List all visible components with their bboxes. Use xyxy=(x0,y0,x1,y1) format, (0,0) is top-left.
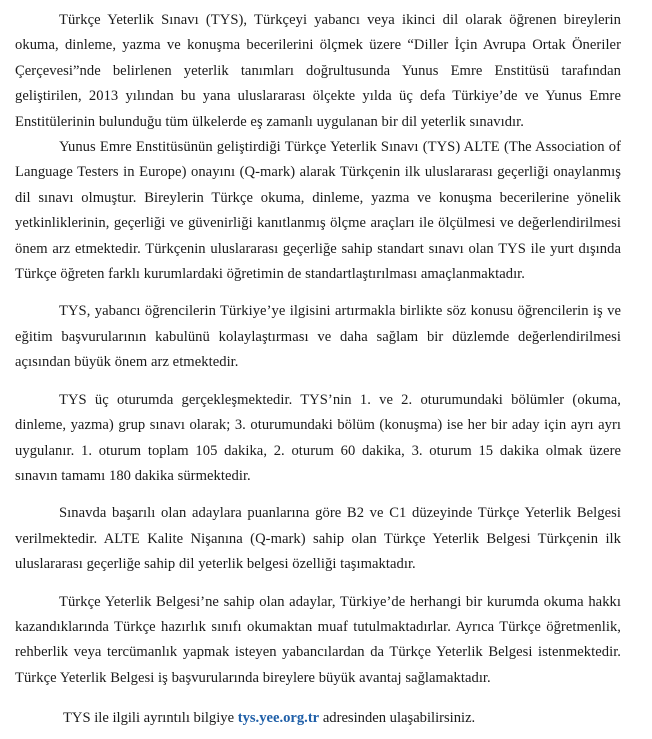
paragraph-tys-definition: Türkçe Yeterlik Sınavı (TYS), Türkçeyi yabancı veya ikinci dil olarak öğrenen bireylerin okuma, dinleme, yazma ve konuşma becerilerini ölçmek üzere “Diller İçin Avrupa Ortak Öneriler Çerçevesi”nde belirlenen yeterlik tanımları doğrultusunda Yunus Emre Enstitüsü tarafından geliştirilen, 2013 yılından bu yana uluslararası ölçekte yılda üç defa Türkiye’de ve Yunus Emre Enstitülerinin bulunduğu tüm ülkelerde eş zamanlı uygulanan bir dil yeterlik sınavıdır. xyxy=(15,12,621,130)
paragraph-importance: TYS, yabancı öğrencilerin Türkiye’ye ilgisini artırmakla birlikte söz konusu öğrencilerin iş ve eğitim başvurularının kabulünü kolaylaştırması ve daha sağlam bir düzlemde değerlendirilmesi açısından büyük önem arz etmektedir. xyxy=(15,303,621,371)
paragraph-certificate-benefits: Türkçe Yeterlik Belgesi’ne sahip olan adaylar, Türkiye’de herhangi bir kurumda okuma hakkı kazandıklarında Türkçe hazırlık sınıfı okumaktan muaf tutulmaktadırlar. Ayrıca Türkçe öğretmenlik, rehberlik veya tercümanlık yapmak isteyen yabancılardan da Türkçe Yeterlik Belgesi istenmektedir. Türkçe Yeterlik Belgesi iş başvurularında bireylere büyük avantaj sağlamaktadır. xyxy=(15,593,621,686)
footer-info-line xyxy=(15,706,621,731)
document-body xyxy=(15,8,621,732)
paragraph-certificate-levels: Sınavda başarılı olan adaylara puanlarına göre B2 ve C1 düzeyinde Türkçe Yeterlik Belgesi verilmektedir. ALTE Kalite Nişanına (Q-mark) sahip olan Türkçe Yeterlik Belgesi Türkçenin ilk uluslararası geçerliğe sahip dil yeterlik belgesi özelliği taşımaktadır. xyxy=(15,505,621,573)
tys-website-link[interactable]: tys.yee.org.tr xyxy=(237,710,320,727)
footer-text-before: TYS ile ilgili ayrıntılı bilgiye xyxy=(63,710,238,727)
paragraph-sessions: TYS üç oturumda gerçekleşmektedir. TYS’nin 1. ve 2. oturumundaki bölümler (okuma, dinleme, yazma) grup sınavı olarak; 3. oturumundaki bölüm (konuşma) ise her bir aday için ayrı ayrı uygulanır. 1. oturum toplam 105 dakika, 2. oturum 60 dakika, 3. oturum 15 dakika olmak üzere sınavın tamamı 180 dakika sürmektedir. xyxy=(15,391,621,484)
paragraph-alte-approval: Yunus Emre Enstitüsünün geliştirdiği Türkçe Yeterlik Sınavı (TYS) ALTE (The Association of Language Testers in Europe) onayını (Q-mark) alarak Türkçenin ilk uluslararası geçerliği onaylanmış dil sınavı olmuştur. Bireylerin Türkçe okuma, dinleme, yazma ve konuşma becerilerine yönelik yetkinliklerinin, geçerliği ve güvenirliği kanıtlanmış ölçme araçları ile ölçülmesi ve değerlendirilmesi önem arz etmektedir. Türkçenin uluslararası geçerliğe sahip standart sınavı olan TYS ile yurt dışında Türkçe öğreten farklı kurumlardaki öğretimin de standartlaştırılması amaçlanmaktadır. xyxy=(15,139,621,283)
footer-text-after: adresinden ulaşabilirsiniz. xyxy=(319,710,476,727)
